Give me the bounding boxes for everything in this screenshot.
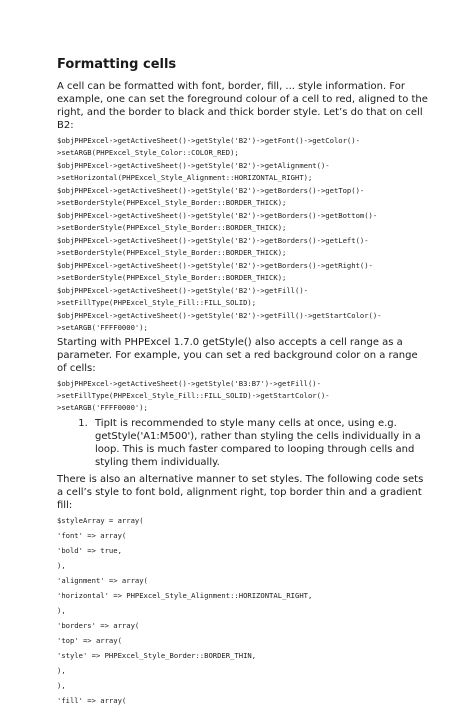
code-line: $objPHPExcel->getActiveSheet()->getStyle('B2')->getAlignment()- xyxy=(57,161,330,170)
intro-paragraph: A cell can be formatted with font, border, fill, ... style information. For example, one can set the foreground colour of a cell to red, aligned to the right, and the border to black and thick border style. Let’s do that on cell B2: xyxy=(57,81,428,131)
code-block xyxy=(57,286,429,308)
code-line: >setHorizontal(PHPExcel_Style_Alignment::HORIZONTAL_RIGHT); xyxy=(57,173,313,182)
code-line: >setBorderStyle(PHPExcel_Style_Border::BORDER_THICK); xyxy=(57,198,287,207)
code-block xyxy=(57,236,429,258)
code-line: $objPHPExcel->getActiveSheet()->getStyle('B2')->getBorders()->getLeft()- xyxy=(57,236,369,245)
code-line: $objPHPExcel->getActiveSheet()->getStyle('B2')->getFont()->getColor()- xyxy=(57,136,360,145)
code-block xyxy=(57,261,429,283)
section-heading: Formatting cells xyxy=(57,57,177,72)
code-block xyxy=(57,161,429,183)
range-code-block xyxy=(57,379,429,413)
code-line: $styleArray = array( xyxy=(57,516,144,525)
style-code-blocks xyxy=(57,136,429,333)
code-line: >setARGB('FFFF0000'); xyxy=(57,323,148,332)
code-block xyxy=(57,136,429,158)
alternative-paragraph: There is also an alternative manner to set styles. The following code sets a cell’s style to font bold, alignment right, top border thin and a gradient fill: xyxy=(57,474,424,511)
code-line: >setBorderStyle(PHPExcel_Style_Border::BORDER_THICK); xyxy=(57,248,287,257)
code-line: ), xyxy=(57,606,66,615)
code-block xyxy=(57,186,429,208)
code-line: 'style' => PHPExcel_Style_Border::BORDER_THIN, xyxy=(57,651,257,660)
document-page xyxy=(57,56,429,711)
code-line: ), xyxy=(57,666,66,675)
code-block xyxy=(57,211,429,233)
code-line: $objPHPExcel->getActiveSheet()->getStyle('B2')->getBorders()->getBottom()- xyxy=(57,211,378,220)
code-line: $objPHPExcel->getActiveSheet()->getStyle('B2')->getFill()->getStartColor()- xyxy=(57,311,382,320)
code-line: $objPHPExcel->getActiveSheet()->getStyle('B2')->getBorders()->getTop()- xyxy=(57,186,365,195)
code-line: 'top' => array( xyxy=(57,636,122,645)
code-line: 'bold' => true, xyxy=(57,546,122,555)
code-line: $objPHPExcel->getActiveSheet()->getStyle('B2')->getFill()- xyxy=(57,286,308,295)
range-paragraph: Starting with PHPExcel 1.7.0 getStyle() also accepts a cell range as a parameter. For example, you can set a red background color on a range of cells: xyxy=(57,337,418,374)
code-block xyxy=(57,311,429,333)
code-line: 'borders' => array( xyxy=(57,621,140,630)
code-line: >setFillType(PHPExcel_Style_Fill::FILL_SOLID); xyxy=(57,298,257,307)
code-line: 'font' => array( xyxy=(57,531,127,540)
code-line: >setARGB('FFFF0000'); xyxy=(57,403,148,412)
code-line: >setBorderStyle(PHPExcel_Style_Border::BORDER_THICK); xyxy=(57,223,287,232)
tip-item: 1. TipIt is recommended to style many cells at once, using e.g. getStyle('A1:M500'), rather than styling the cells individually in a loop. This is much faster compared to looping through cells and styling them individually. xyxy=(91,417,429,469)
code-line: ), xyxy=(57,561,66,570)
code-line: >setFillType(PHPExcel_Style_Fill::FILL_SOLID)->getStartColor()- xyxy=(57,391,330,400)
code-line: 'fill' => array( xyxy=(57,696,127,705)
code-line: ), xyxy=(57,681,66,690)
code-line: $objPHPExcel->getActiveSheet()->getStyle('B3:B7')->getFill()- xyxy=(57,379,321,388)
code-line: >setARGB(PHPExcel_Style_Color::COLOR_RED); xyxy=(57,148,239,157)
code-line: >setBorderStyle(PHPExcel_Style_Border::BORDER_THICK); xyxy=(57,273,287,282)
tip-list xyxy=(57,417,429,469)
style-array-code xyxy=(57,516,429,706)
code-line: $objPHPExcel->getActiveSheet()->getStyle('B2')->getBorders()->getRight()- xyxy=(57,261,373,270)
code-line: 'horizontal' => PHPExcel_Style_Alignment::HORIZONTAL_RIGHT, xyxy=(57,591,313,600)
code-line: 'alignment' => array( xyxy=(57,576,148,585)
